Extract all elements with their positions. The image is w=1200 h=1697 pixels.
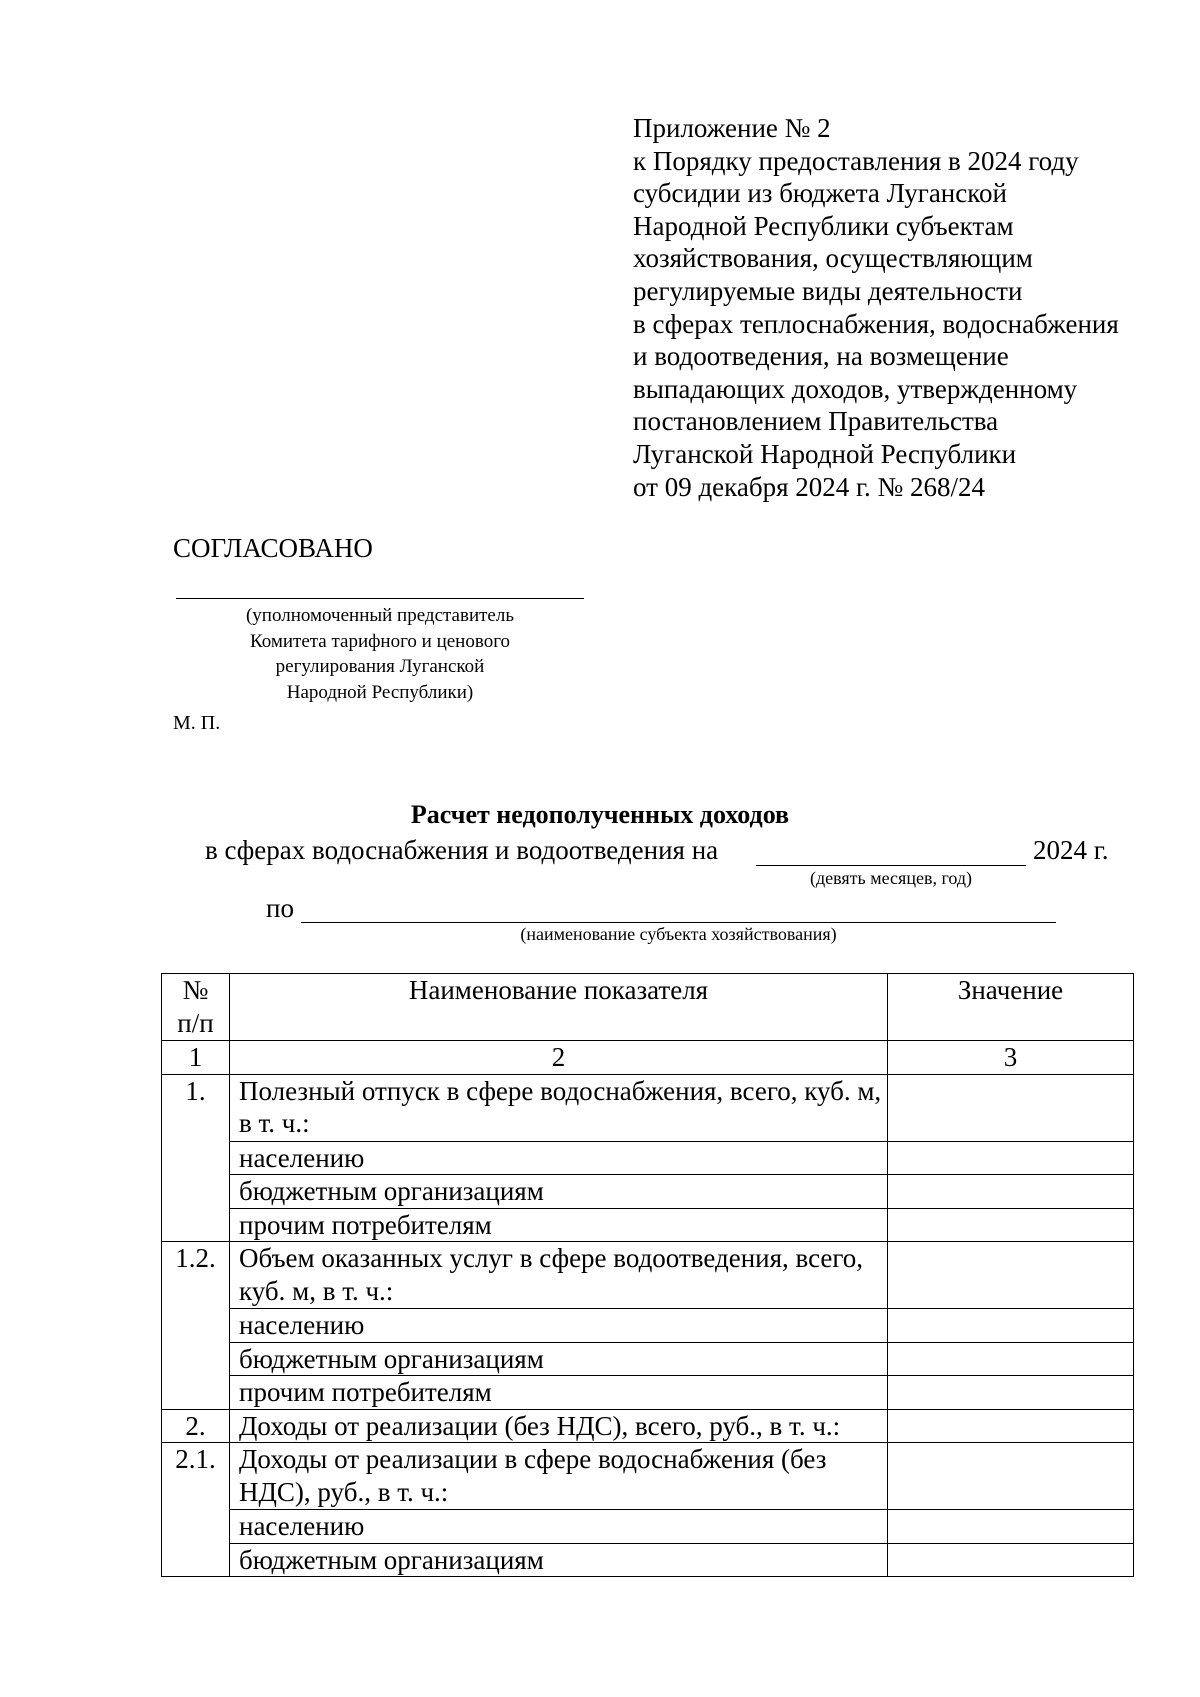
index-cell: 1: [162, 1041, 230, 1075]
table-index-row: [162, 1041, 1134, 1075]
row-number: 1.2.: [162, 1242, 230, 1410]
value-cell[interactable]: [888, 1376, 1134, 1410]
value-cell[interactable]: [888, 1309, 1134, 1343]
table-row: [162, 1409, 1134, 1443]
table-row: [162, 1208, 1134, 1242]
value-cell[interactable]: [888, 1242, 1134, 1309]
table-header-row: [162, 974, 1134, 1041]
indicator-name: прочим потребителям: [230, 1208, 888, 1242]
indicator-name: Доходы от реализации в сфере водоснабжения (без НДС), руб., в т. ч.:: [230, 1443, 888, 1510]
row-number: 2.1.: [162, 1443, 230, 1577]
value-cell[interactable]: [888, 1510, 1134, 1544]
entity-line-prefix: по: [266, 893, 294, 923]
entity-caption: (наименование субъекта хозяйствования): [520, 924, 837, 944]
table-row: [162, 1141, 1134, 1175]
indicator-name: Полезный отпуск в сфере водоснабжения, всего, куб. м, в т. ч.:: [230, 1074, 888, 1141]
header-num: № п/п: [162, 974, 230, 1041]
period-line-suffix: 2024 г.: [1033, 835, 1109, 865]
value-cell[interactable]: [888, 1443, 1134, 1510]
indicator-name: населению: [230, 1510, 888, 1544]
indicator-name: бюджетным организациям: [230, 1342, 888, 1376]
value-cell[interactable]: [888, 1543, 1134, 1577]
value-cell[interactable]: [888, 1409, 1134, 1443]
indicator-name: Объем оказанных услуг в сфере водоотведения, всего, куб. м, в т. ч.:: [230, 1242, 888, 1309]
table-row: [162, 1376, 1134, 1410]
table-row: [162, 1510, 1134, 1544]
indicator-name: населению: [230, 1141, 888, 1175]
seal-placeholder: М. П.: [173, 712, 221, 734]
calculation-table: [161, 973, 1134, 1577]
indicator-name: бюджетным организациям: [230, 1175, 888, 1209]
approval-heading: СОГЛАСОВАНО: [173, 533, 373, 563]
value-cell[interactable]: [888, 1208, 1134, 1242]
row-number: 1.: [162, 1074, 230, 1242]
index-cell: 3: [888, 1041, 1134, 1075]
period-blank[interactable]: [756, 865, 1026, 866]
table-row: [162, 1443, 1134, 1510]
indicator-name: бюджетным организациям: [230, 1543, 888, 1577]
table-row: [162, 1543, 1134, 1577]
header-value: Значение: [888, 974, 1134, 1041]
period-caption: (девять месяцев, год): [809, 868, 973, 888]
appendix-block: Приложение № 2 к Порядку предоставления в 2024 году субсидии из бюджета Луганской Народной Республики субъектам хозяйствования, осуществляющим регулируемые виды деятельности в сферах теплоснабжения, водоснабжения и водоотведения, на возмещение выпадающих доходов, утвержденному постановлением Правительства Луганской Народной Республики от 09 декабря 2024 г. № 268/24: [633, 113, 1119, 502]
table-row: [162, 1309, 1134, 1343]
value-cell[interactable]: [888, 1175, 1134, 1209]
indicator-name: населению: [230, 1309, 888, 1343]
value-cell[interactable]: [888, 1342, 1134, 1376]
period-line-prefix: в сферах водоснабжения и водоотведения на: [205, 835, 719, 865]
table-row: [162, 1074, 1134, 1141]
value-cell[interactable]: [888, 1141, 1134, 1175]
value-cell[interactable]: [888, 1074, 1134, 1141]
signature-line: [176, 598, 584, 599]
entity-blank[interactable]: [301, 922, 1056, 923]
index-cell: 2: [230, 1041, 888, 1075]
table-row: [162, 1342, 1134, 1376]
table-row: [162, 1242, 1134, 1309]
indicator-name: прочим потребителям: [230, 1376, 888, 1410]
signature-caption: (уполномоченный представитель Комитета тарифного и ценового регулирования Луганской Народной Республики): [245, 605, 514, 703]
document-title: Расчет недополученных доходов: [410, 800, 790, 829]
table-row: [162, 1175, 1134, 1209]
row-number: 2.: [162, 1409, 230, 1443]
header-name: Наименование показателя: [230, 974, 888, 1041]
indicator-name: Доходы от реализации (без НДС), всего, руб., в т. ч.:: [230, 1409, 888, 1443]
